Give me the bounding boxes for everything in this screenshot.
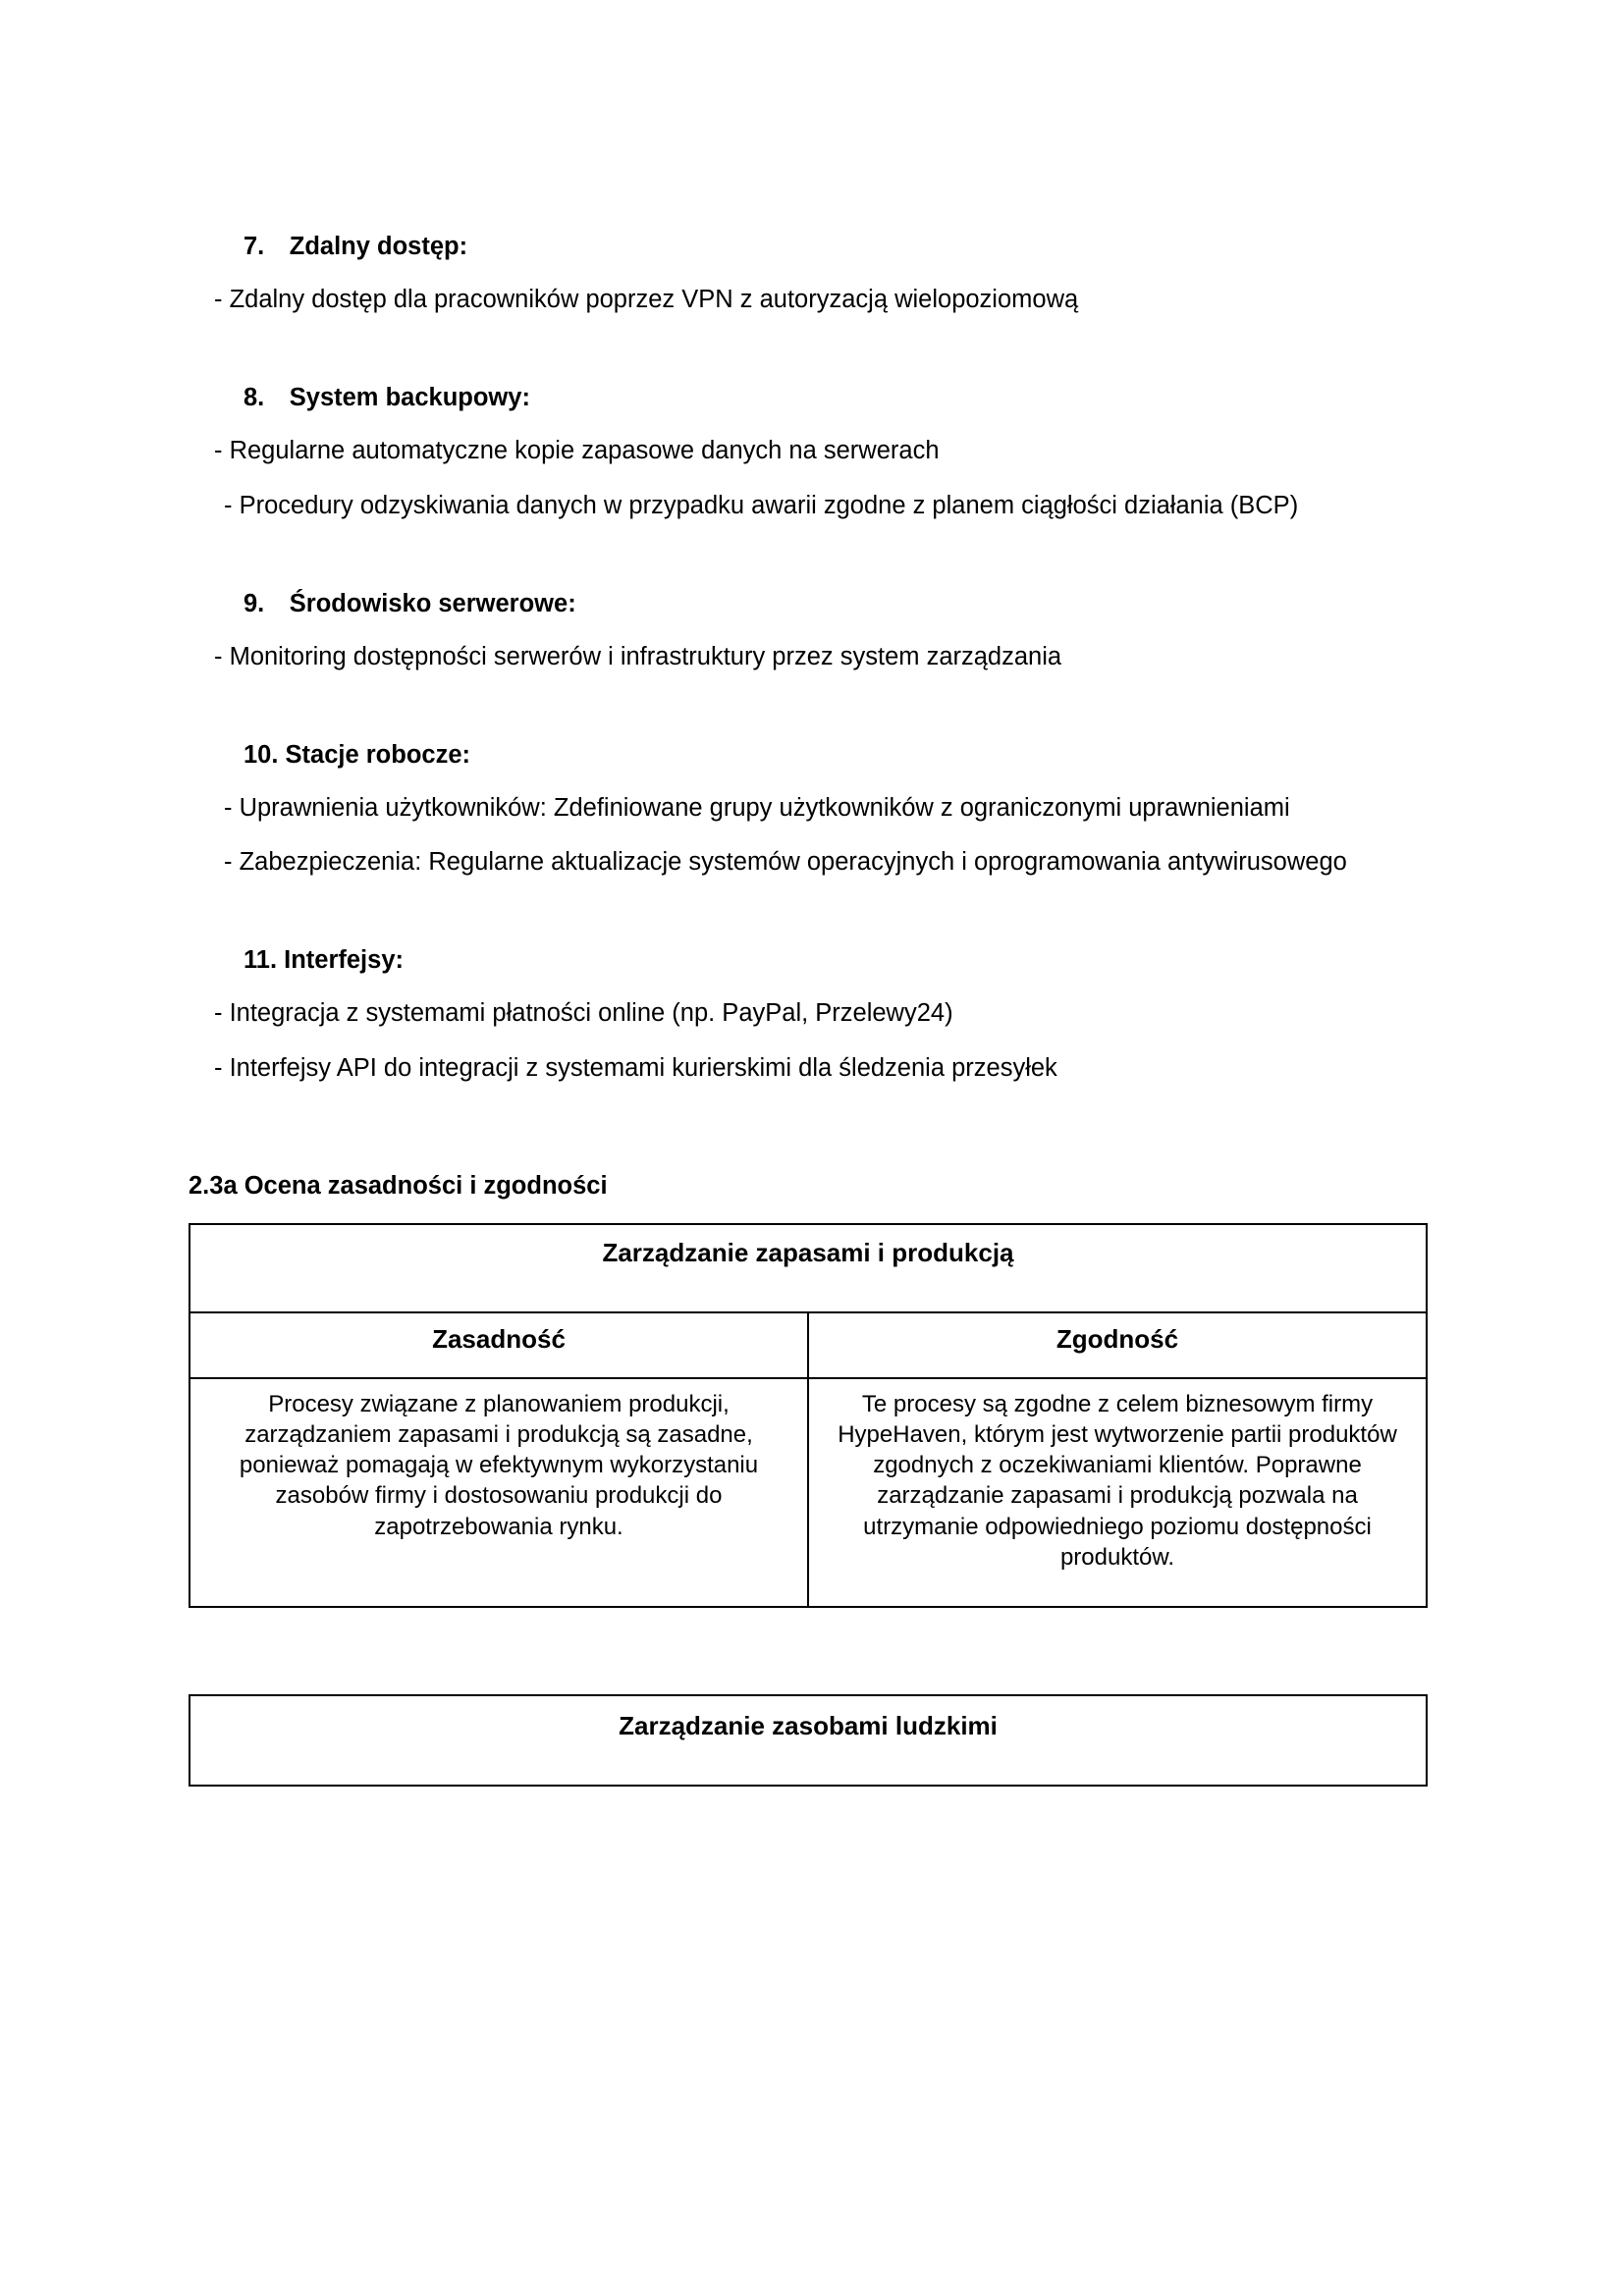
section-heading-11: 11. Interfejsy: [244, 946, 404, 975]
spacer [189, 771, 1435, 792]
section-heading-7: 7. Zdalny dostęp: [244, 233, 468, 260]
section-8-bullet-2: - Procedury odzyskiwania danych w przypadku awarii zgodne z planem ciągłości działania (BCP) [224, 491, 1299, 519]
table-row-title [189, 1695, 1427, 1787]
spacer [189, 262, 1435, 284]
spacer [189, 1031, 1435, 1052]
section-9-bullet-1: - Monitoring dostępności serwerów i infrastruktury przez system zarządzania [214, 642, 1062, 670]
section-7-bullet-1: - Zdalny dostęp dla pracowników poprzez VPN z autoryzacją wielopoziomową [214, 286, 1079, 314]
section-10-bullet-1: - Uprawnienia użytkowników: Zdefiniowane grupy użytkowników z ograniczonymi uprawnieniami [224, 794, 1290, 822]
table-cell-zasadnosc: Procesy związane z planowaniem produkcji, zarządzaniem zapasami i produkcją są zasadne, ponieważ pomagają w efektywnym wykorzystaniu zasobów firmy i dostosowaniu produkcji do zapotrzebowania rynku. [189, 1378, 808, 1607]
spacer [189, 413, 1435, 435]
spacer [189, 1201, 1435, 1223]
table-row [189, 1378, 1427, 1607]
table-row-title [189, 1224, 1427, 1313]
section-11-bullet-2: - Interfejsy API do integracji z systemami kurierskimi dla śledzenia przesyłek [214, 1053, 1057, 1082]
section-heading-9: 9. Środowisko serwerowe: [244, 589, 576, 617]
section-heading-8: 8. System backupowy: [244, 384, 530, 412]
section-10-bullet-2: - Zabezpieczenia: Regularne aktualizacje systemów operacyjnych i oprogramowania antywirusowego [224, 848, 1347, 877]
table-title-cell-hr: Zarządzanie zasobami ludzkimi [189, 1695, 1427, 1787]
spacer [189, 522, 1435, 589]
spacer [189, 976, 1435, 997]
table-row-headers [189, 1312, 1427, 1378]
section-heading-10: 10. Stacje robocze: [244, 740, 471, 769]
spacer [189, 673, 1435, 740]
spacer [189, 316, 1435, 383]
subsection-heading-2-3a: 2.3a Ocena zasadności i zgodności [189, 1171, 608, 1200]
spacer [189, 468, 1435, 490]
assessment-table-hr [189, 1694, 1428, 1788]
document-content [189, 232, 1435, 1787]
spacer [189, 879, 1435, 945]
section-8-bullet-1: - Regularne automatyczne kopie zapasowe danych na serwerach [214, 437, 940, 465]
table-title-cell: Zarządzanie zapasami i produkcją [189, 1224, 1427, 1313]
section-11-bullet-1: - Integracja z systemami płatności online (np. PayPal, Przelewy24) [214, 999, 953, 1028]
table-column-header-zgodnosc: Zgodność [808, 1312, 1427, 1378]
spacer [189, 825, 1435, 846]
table-column-header-zasadnosc: Zasadność [189, 1312, 808, 1378]
table-cell-zgodnosc: Te procesy są zgodne z celem biznesowym firmy HypeHaven, którym jest wytworzenie partii produktów zgodnych z oczekiwaniami klientów. Poprawne zarządzanie zapasami i produkcją pozwala na utrzymanie odpowiedniego poziomu dostępności produktów. [808, 1378, 1427, 1607]
spacer [189, 1085, 1435, 1171]
spacer [189, 619, 1435, 641]
spacer [189, 1608, 1435, 1694]
assessment-table-inventory [189, 1223, 1428, 1608]
